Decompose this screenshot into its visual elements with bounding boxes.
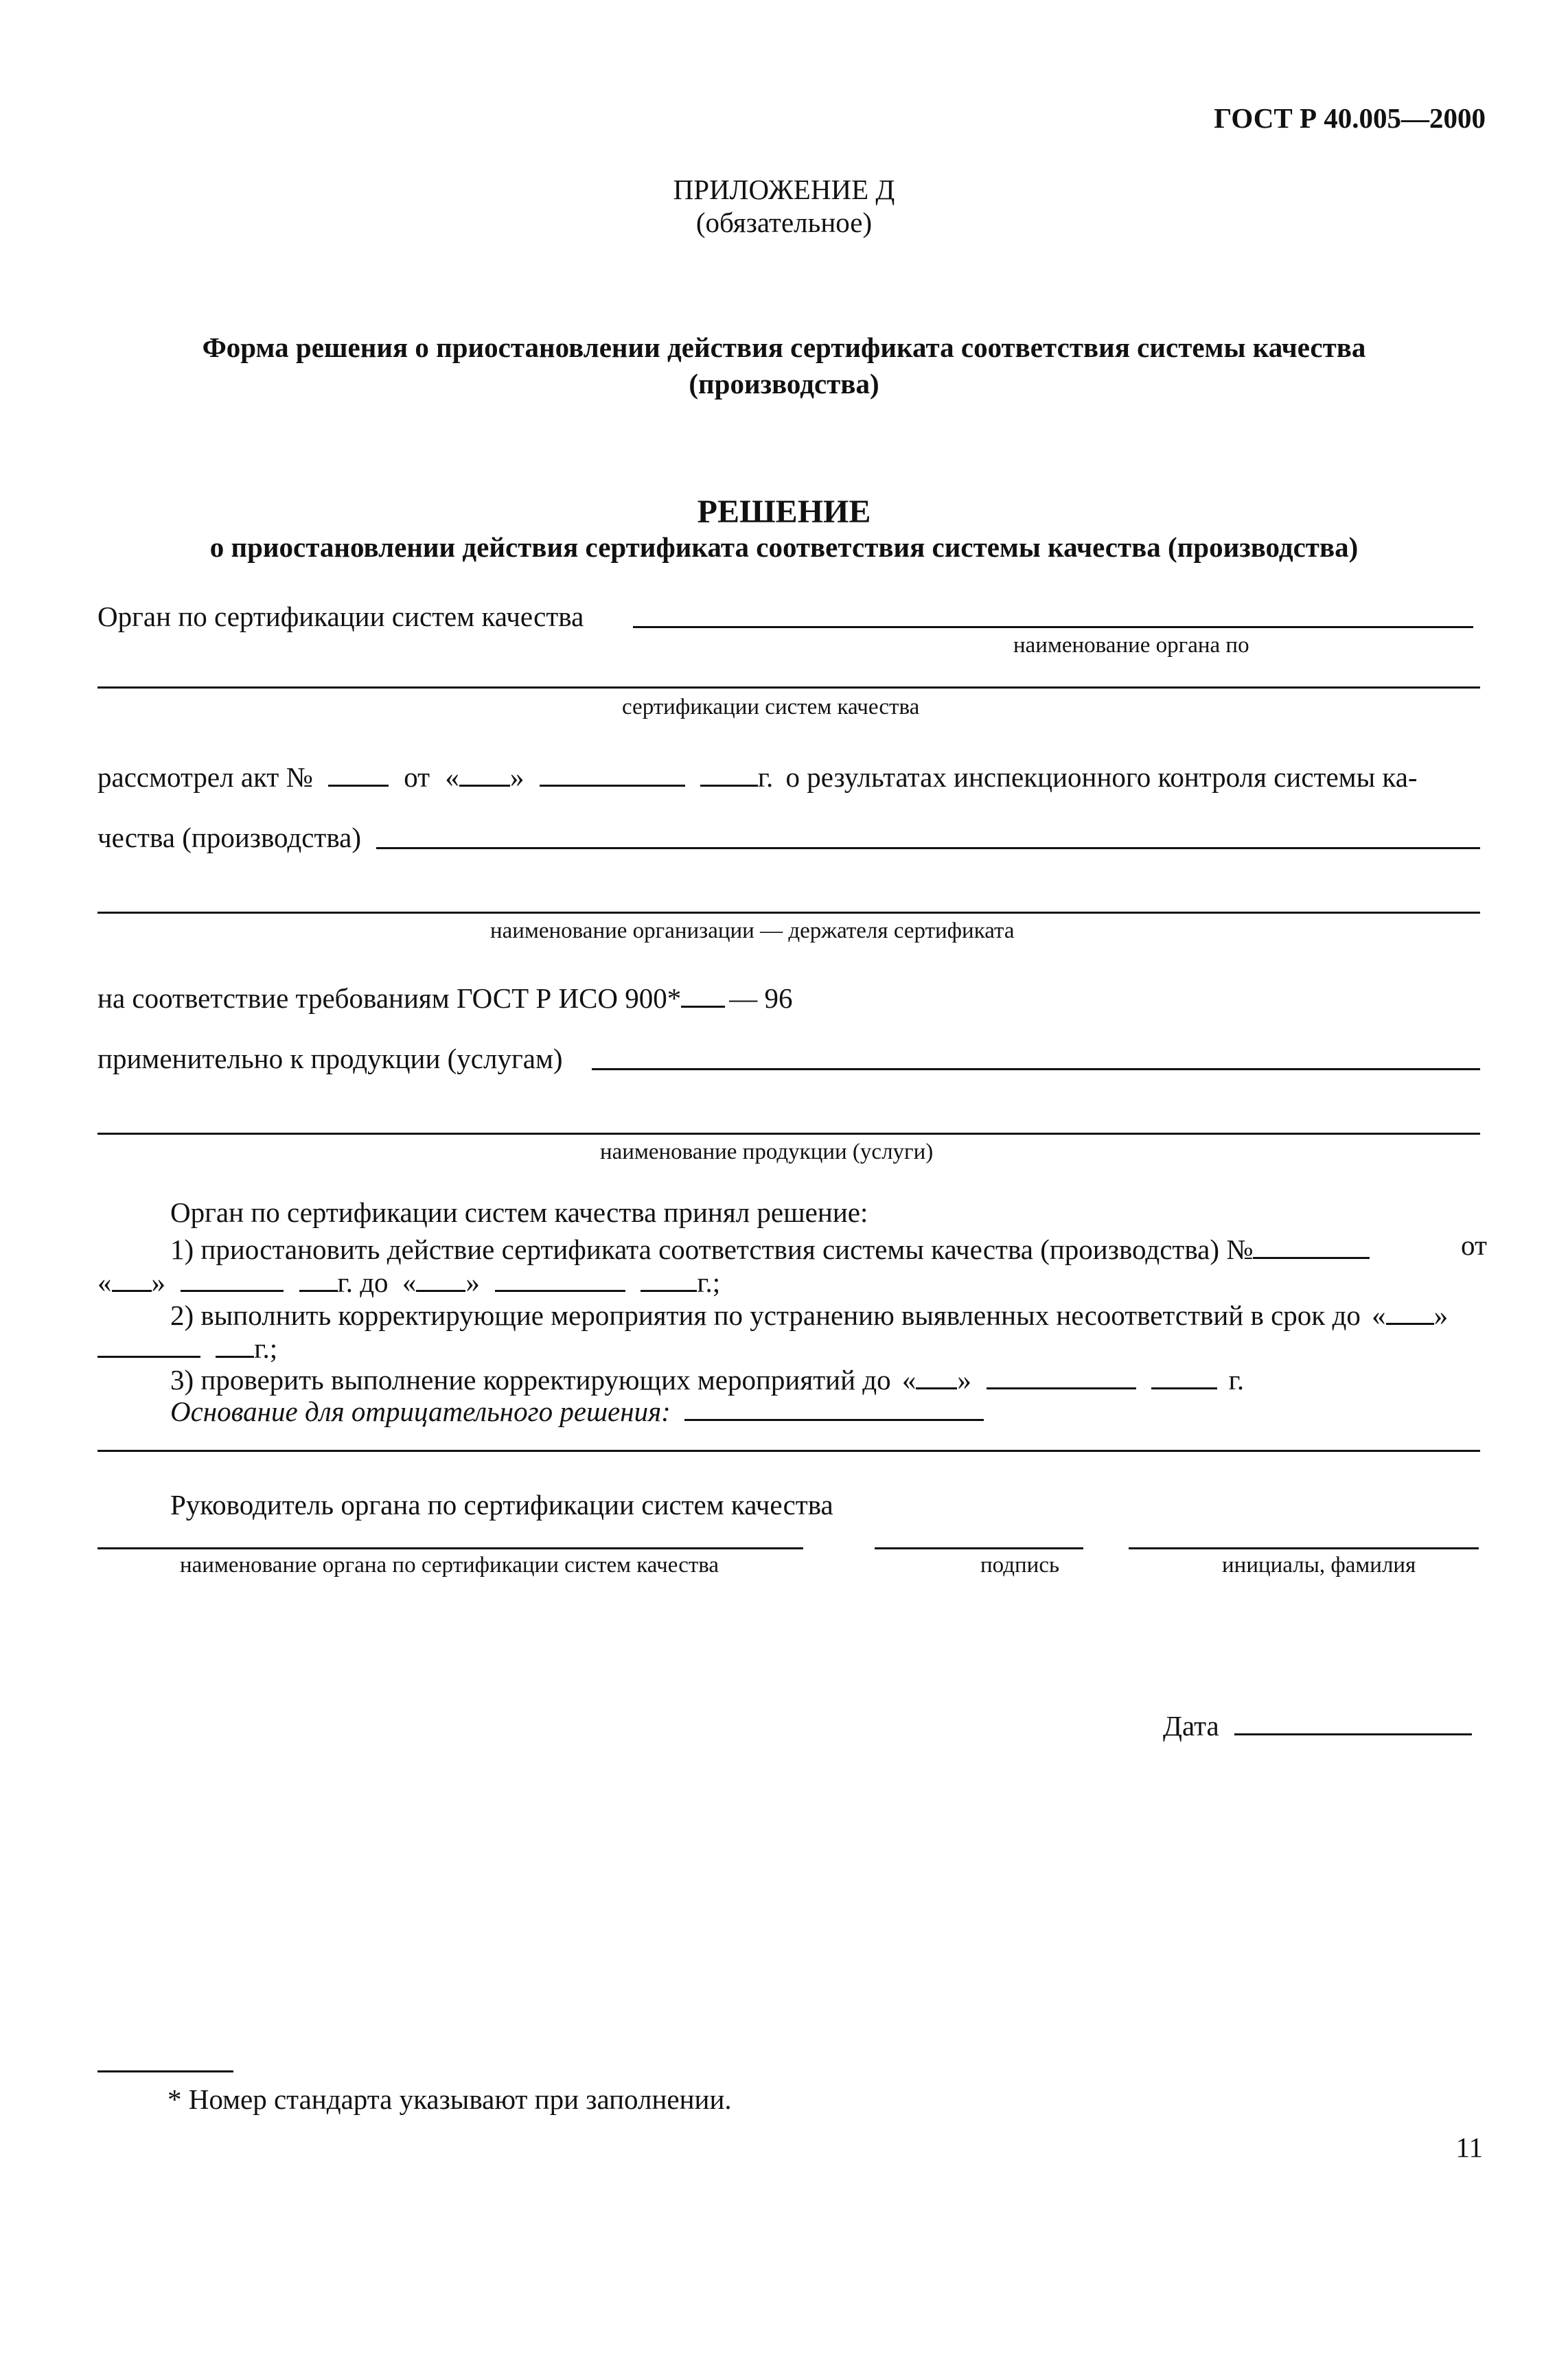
standard-number-field[interactable]: [681, 978, 725, 1008]
body-name-field[interactable]: [633, 626, 1473, 628]
signature-field[interactable]: [875, 1547, 1083, 1549]
year-end: г.: [1228, 1364, 1245, 1396]
act-label: рассмотрел акт №: [97, 761, 313, 793]
year-end: г.;: [254, 1332, 278, 1364]
resolution-item2: [170, 1295, 1448, 1332]
deadline-month-field[interactable]: [97, 1328, 200, 1358]
compliance-year: — 96: [729, 982, 793, 1014]
quote-open: «: [901, 1364, 916, 1396]
body-label: Орган по сертификации систем качества: [97, 601, 584, 632]
quote-close: »: [151, 1267, 165, 1298]
deadline-year-field[interactable]: [216, 1328, 254, 1358]
check-year-field[interactable]: [1151, 1359, 1217, 1389]
quality-prod-label: чества (производства): [97, 822, 361, 853]
products-field-2[interactable]: [97, 1133, 1480, 1135]
date-label: Дата: [1163, 1710, 1219, 1742]
signature-caption-name: инициалы, фамилия: [1222, 1553, 1416, 1578]
quote-close: »: [509, 761, 524, 793]
body-caption-1: наименование органа по: [1013, 633, 1249, 658]
until-month-field[interactable]: [495, 1262, 625, 1292]
basis-row: [170, 1391, 984, 1428]
quote-close: »: [957, 1364, 971, 1396]
act-month-field[interactable]: [540, 756, 685, 787]
certificate-number-field[interactable]: [1253, 1229, 1370, 1259]
item1-from: от: [1461, 1229, 1487, 1261]
until-day-field[interactable]: [416, 1262, 465, 1292]
year-suffix: г.: [757, 761, 774, 793]
compliance-row: [97, 978, 793, 1015]
quote-open: «: [402, 1267, 417, 1298]
form-title-line1: Форма решения о приостановлении действия сертификата соответствия системы качества: [202, 332, 1366, 363]
until-year-field[interactable]: [641, 1262, 697, 1292]
deadline-day-field[interactable]: [1386, 1295, 1434, 1325]
inspection-text: о результатах инспекционного контроля системы ка-: [785, 761, 1418, 793]
cert-year-field[interactable]: [299, 1262, 338, 1292]
date-row: [1163, 1705, 1472, 1742]
quote-close: »: [465, 1267, 480, 1298]
body-caption-2: сертификации систем качества: [622, 695, 920, 719]
holder-field-2[interactable]: [97, 912, 1480, 914]
act-number-field[interactable]: [328, 756, 389, 787]
form-title-line2: (производства): [689, 368, 879, 400]
quote-close: »: [1433, 1299, 1449, 1331]
cert-month-field[interactable]: [181, 1262, 284, 1292]
products-label: применительно к продукции (услугам): [97, 1043, 563, 1074]
products-field[interactable]: [592, 1068, 1480, 1070]
year-end: г.;: [697, 1267, 721, 1298]
signature-name-field[interactable]: [1129, 1547, 1479, 1549]
decision-title: РЕШЕНИЕ: [697, 494, 871, 530]
signature-caption-body: наименование органа по сертификации систем качества: [180, 1553, 719, 1578]
to-prefix: г. до: [337, 1267, 389, 1298]
signature-body-field[interactable]: [97, 1547, 803, 1549]
suspension-dates-row: [97, 1262, 720, 1299]
act-from-label: от: [404, 761, 430, 793]
footnote: * Номер стандарта указывают при заполнении.: [168, 2083, 732, 2115]
body-name-field-2[interactable]: [97, 686, 1480, 689]
act-year-field[interactable]: [700, 756, 758, 787]
basis-label: Основание для отрицательного решения:: [170, 1396, 671, 1427]
holder-field[interactable]: [376, 847, 1480, 849]
cert-day-field[interactable]: [112, 1262, 152, 1292]
quote-open: «: [97, 1267, 112, 1298]
check-month-field[interactable]: [987, 1359, 1136, 1389]
basis-field[interactable]: [684, 1391, 984, 1421]
item3-text: 3) проверить выполнение корректирующих мероприятий до: [170, 1364, 891, 1396]
act-row: [97, 756, 1418, 794]
appendix-status: (обязательное): [695, 207, 873, 238]
footnote-divider: [97, 2070, 233, 2072]
resolution-item1: [170, 1229, 1370, 1266]
holder-caption: наименование организации — держателя сертификата: [490, 919, 1015, 943]
products-caption: наименование продукции (услуги): [600, 1140, 934, 1164]
doc-code: ГОСТ Р 40.005—2000: [1214, 102, 1486, 134]
resolution-intro: Орган по сертификации систем качества принял решение:: [170, 1197, 868, 1228]
basis-field-2[interactable]: [97, 1450, 1480, 1452]
page-number: 11: [1455, 2131, 1483, 2163]
act-day-field[interactable]: [459, 756, 510, 787]
compliance-label: на соответствие требованиям ГОСТ Р ИСО 900*: [97, 982, 682, 1014]
date-field[interactable]: [1234, 1705, 1472, 1735]
signature-caption-sign: подпись: [980, 1553, 1060, 1578]
quote-open: «: [445, 761, 459, 793]
quote-open: «: [1372, 1299, 1386, 1331]
check-day-field[interactable]: [916, 1359, 957, 1389]
appendix-title: ПРИЛОЖЕНИЕ Д: [673, 174, 895, 205]
decision-subtitle: о приостановлении действия сертификата соответствия системы качества (производства): [209, 531, 1359, 563]
signature-head: Руководитель органа по сертификации систем качества: [170, 1489, 833, 1521]
item1-text: 1) приостановить действие сертификата соответствия системы качества (производства) №: [170, 1234, 1254, 1265]
item2-text: 2) выполнить корректирующие мероприятия по устранению выявленных несоответствий в срок до: [170, 1299, 1361, 1331]
